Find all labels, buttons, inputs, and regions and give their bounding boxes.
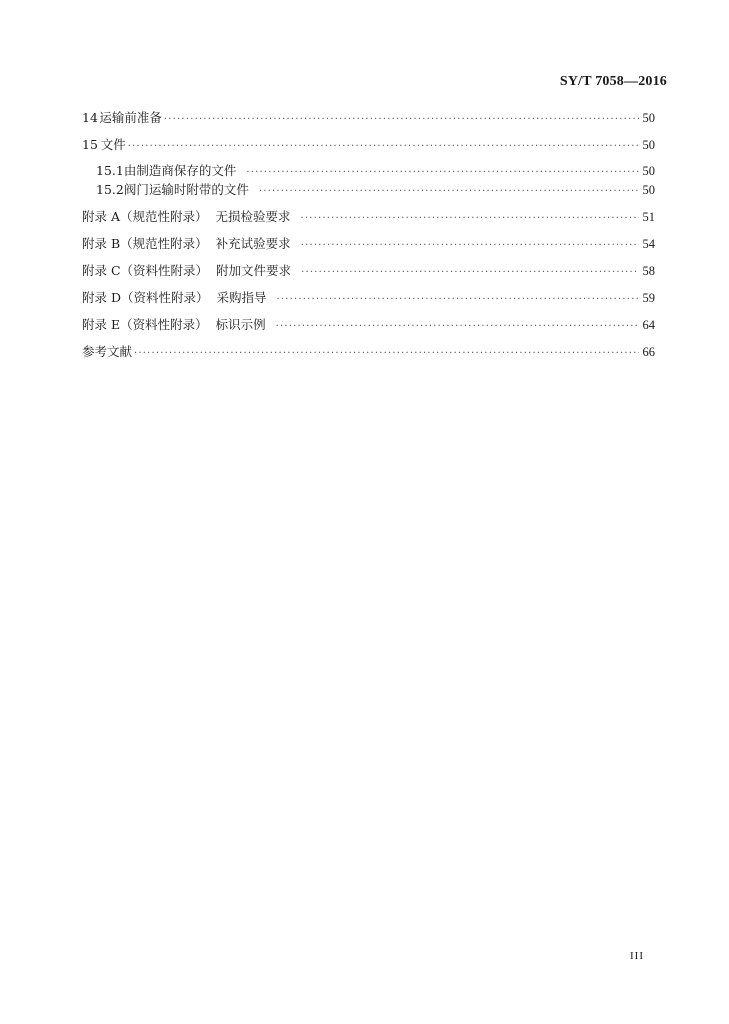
toc-entry-number: 14 [82, 110, 98, 125]
dot-leader [301, 238, 639, 254]
toc-entry-15[interactable] [82, 137, 655, 155]
toc-entry-page: 54 [642, 237, 655, 251]
dot-leader [277, 292, 639, 308]
toc-entry-page: 51 [642, 210, 655, 224]
toc-entry-annex-a[interactable] [82, 209, 655, 227]
toc-entry-title: 无损检验要求 [215, 209, 291, 224]
toc-entry-page: 50 [642, 111, 655, 125]
toc-annex-prefix: 附录 D（资料性附录） [82, 290, 209, 305]
toc-entry-15-2[interactable] [96, 182, 655, 200]
toc-entry-page: 58 [642, 264, 655, 278]
toc-entry-page: 50 [642, 138, 655, 152]
toc-annex-prefix: 附录 A（规范性附录） [82, 209, 208, 224]
toc-entry-annex-e[interactable] [82, 317, 655, 335]
toc-entry-title: 附加文件要求 [216, 263, 292, 278]
toc-entry-page: 66 [642, 345, 655, 359]
dot-leader [301, 211, 639, 227]
dot-leader [164, 112, 639, 128]
toc-entry-title: 补充试验要求 [215, 236, 291, 251]
toc-entry-page: 64 [642, 318, 655, 332]
toc-annex-prefix: 附录 B（规范性附录） [82, 236, 208, 251]
toc-entry-number: 15 [82, 137, 98, 152]
toc-entry-page: 50 [642, 183, 655, 197]
page-number: III [630, 950, 644, 962]
toc-annex-prefix: 附录 C（资料性附录） [82, 263, 209, 278]
toc-entry-annex-b[interactable] [82, 236, 655, 254]
toc-entry-title: 标识示例 [215, 317, 266, 332]
toc-entry-title: 文件 [100, 137, 126, 152]
toc-entry-annex-c[interactable] [82, 263, 655, 281]
document-code-header: SY/T 7058—2016 [559, 74, 667, 89]
dot-leader [259, 184, 639, 200]
dot-leader [134, 346, 639, 362]
dot-leader [128, 139, 639, 155]
toc-entry-title: 由制造商保存的文件 [123, 163, 237, 178]
dot-leader [276, 319, 639, 335]
toc-entry-14[interactable] [82, 110, 655, 128]
toc-entry-title: 参考文献 [82, 344, 133, 359]
toc-annex-prefix: 附录 E（资料性附录） [82, 317, 208, 332]
dot-leader [246, 165, 639, 181]
toc-entry-page: 50 [642, 164, 655, 178]
toc-entry-bibliography[interactable] [82, 344, 655, 362]
toc-entry-title: 运输前准备 [99, 110, 162, 125]
toc-entry-page: 59 [642, 291, 655, 305]
toc-entry-annex-d[interactable] [82, 290, 655, 308]
toc-entry-number: 15.1 [96, 163, 124, 178]
toc-entry-number: 15.2 [96, 182, 124, 197]
toc-entry-15-1[interactable] [96, 163, 655, 181]
toc-entry-title: 采购指导 [216, 290, 267, 305]
dot-leader [301, 265, 639, 281]
toc-entry-title: 阀门运输时附带的文件 [123, 182, 249, 197]
